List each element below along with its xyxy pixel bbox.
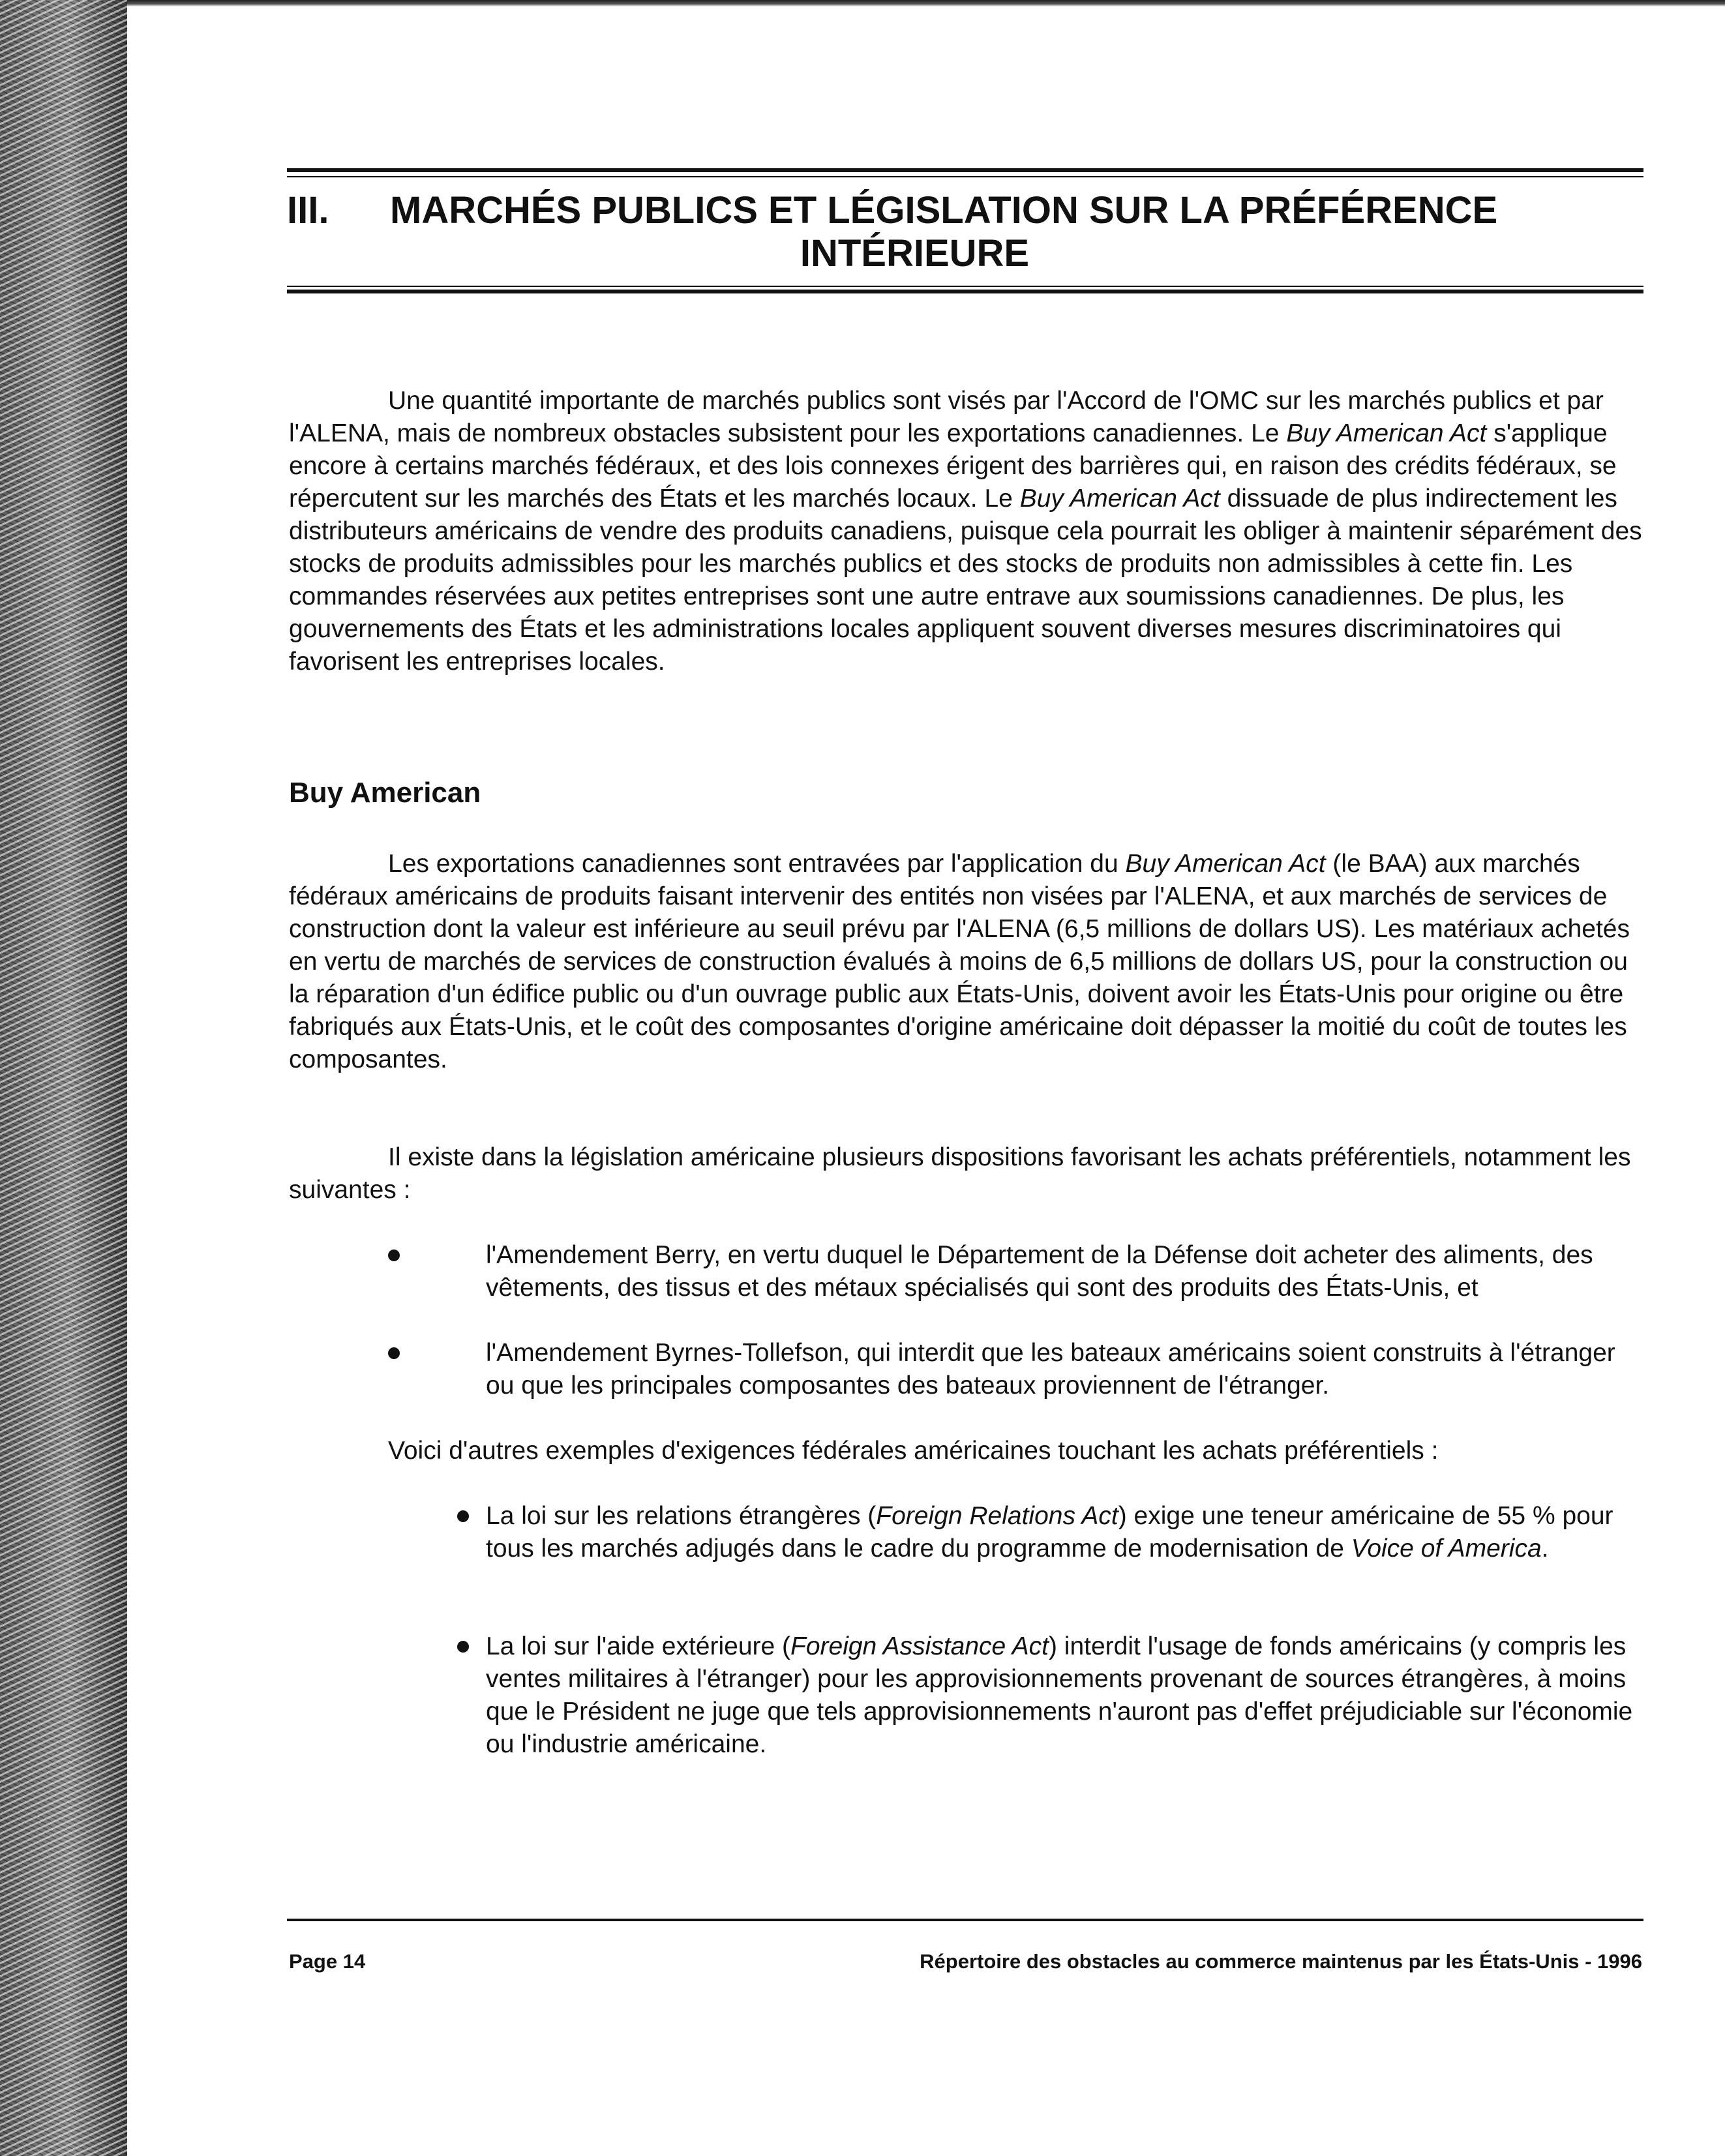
header-rule-bottom-thin bbox=[287, 286, 1643, 287]
chapter-title-line1: MARCHÉS PUBLICS ET LÉGISLATION SUR LA PRÉFÉRENCE bbox=[390, 189, 1498, 232]
bullet-icon bbox=[457, 1510, 469, 1522]
footer-page-number: Page 14 bbox=[289, 1950, 366, 1973]
header-rule-bottom bbox=[287, 290, 1643, 293]
section-heading-buy-american: Buy American bbox=[289, 777, 481, 809]
buy-american-paragraph-2: Il existe dans la législation américaine plusieurs dispositions favorisant les achats préférentiels, notamment les suivantes : bbox=[289, 1143, 1631, 1204]
list-item: La loi sur l'aide extérieure (Foreign Assistance Act) interdit l'usage de fonds américains (y compris les ventes militaires à l'étranger) pour les approvisionnements provenant de sources étrangères, à moins que le Président ne juge que tels approvisionnements n'auront pas d'effet préjudiciable sur l'économie ou l'industrie américaine. bbox=[486, 1630, 1634, 1761]
chapter-number: III. bbox=[287, 189, 329, 232]
scan-edge-top bbox=[127, 0, 1725, 7]
list-item: l'Amendement Byrnes-Tollefson, qui interdit que les bateaux américains soient construits à l'étranger ou que les principales composantes des bateaux proviennent de l'étranger. bbox=[486, 1337, 1634, 1402]
intro-paragraph: Une quantité importante de marchés publics sont visés par l'Accord de l'OMC sur les marchés publics et par l'ALENA, mais de nombreux obstacles subsistent pour les exportations canadiennes. Le Buy American Act s'applique encore à certains marchés fédéraux, et des lois connexes érigent des barrières qui, en raison des crédits fédéraux, se répercutent sur les marchés des États et les marchés locaux. Le Buy American Act dissuade de plus indirectement les distributeurs américains de vendre des produits canadiens, puisque cela pourrait les obliger à maintenir séparément des stocks de produits admissibles pour les marchés publics et des stocks de produits non admissibles à cette fin. Les commandes réservées aux petites entreprises sont une autre entrave aux soumissions canadiennes. De plus, les gouvernements des États et les administrations locales appliquent souvent diverses mesures discriminatoires qui favorisent les entreprises locales. bbox=[289, 387, 1642, 676]
footer-publication-title: Répertoire des obstacles au commerce maintenus par les États-Unis - 1996 bbox=[920, 1950, 1642, 1973]
header-rule-top-thin bbox=[287, 176, 1643, 177]
chapter-title-line2: INTÉRIEURE bbox=[800, 232, 1030, 275]
list-item: La loi sur les relations étrangères (Foreign Relations Act) exige une teneur américaine de 55 % pour tous les marchés adjugés dans le cadre du programme de modernisation de Voice of America. bbox=[486, 1500, 1634, 1598]
list-item: l'Amendement Berry, en vertu duquel le Département de la Défense doit acheter des aliments, des vêtements, des tissus et des métaux spécialisés qui sont des produits des États-Unis, et bbox=[486, 1239, 1634, 1337]
footer-rule bbox=[287, 1919, 1643, 1921]
scan-edge-left bbox=[0, 0, 127, 2156]
buy-american-paragraph-1: Les exportations canadiennes sont entravées par l'application du Buy American Act (le BAA) aux marchés fédéraux américains de produits faisant intervenir des entités non visées par l'ALENA, et aux marchés de services de construction dont la valeur est inférieure au seuil prévu par l'ALENA (6,5 millions de dollars US). Les matériaux achetés en vertu de marchés de services de construction évalués à moins de 6,5 millions de dollars US, pour la construction ou la réparation d'un édifice public ou d'un ouvrage public aux États-Unis, doivent avoir les États-Unis pour origine ou être fabriqués aux États-Unis, et le coût des composantes d'origine américaine doit dépasser la moitié du coût de toutes les composantes. bbox=[289, 850, 1630, 1073]
bullet-icon bbox=[457, 1641, 469, 1653]
buy-american-paragraph-3: Voici d'autres exemples d'exigences fédérales américaines touchant les achats préférentiels : bbox=[388, 1437, 1439, 1465]
header-rule-top bbox=[287, 168, 1643, 172]
bullet-icon bbox=[388, 1347, 400, 1359]
bullet-icon bbox=[388, 1250, 400, 1261]
